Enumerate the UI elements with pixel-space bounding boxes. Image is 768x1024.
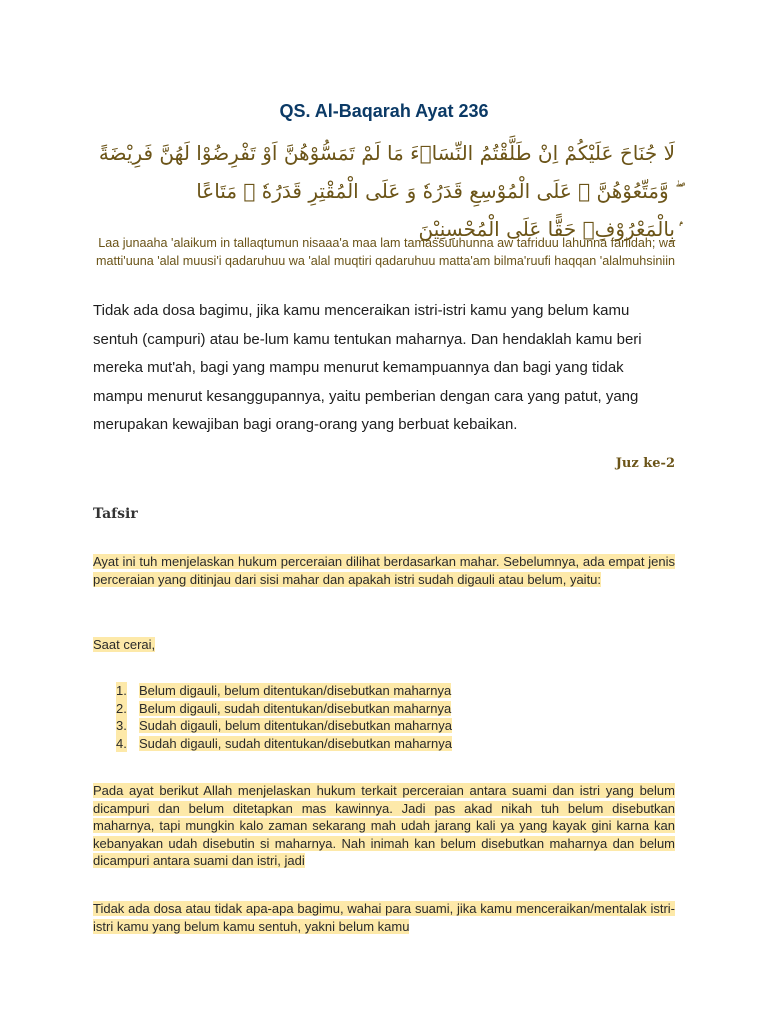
tafsir-explanation-text: Pada ayat berikut Allah menjelaskan hukum terkait perceraian antara suami dan istri yang belum dicampuri dan belum ditetapkan mas kawinnya. Jadi pas akad nikah tuh belum disebutkan maharnya, tapi mungkin kalo zaman sekarang mah udah jarang kali ya yang kayak gini karna kan kebanyakan udah disebutin si maharnya. Nah inimah kan belum disebutkan maharnya dan belum dicampuri antara suami dan istri, jadi [93, 783, 675, 869]
list-item-number: 2. [116, 700, 127, 716]
divorce-types-list [93, 682, 675, 752]
translation-text: Tidak ada dosa bagimu, jika kamu menceraikan istri-istri kamu yang belum kamu sentuh (campuri) atau be-lum kamu tentukan maharnya. Dan hendaklah kamu beri mereka mut'ah, bagi yang mampu menurut kemampuannya dan bagi yang tidak mampu menurut kesanggupannya, yaitu pemberian dengan cara yang patut, yang merupakan kewajiban bagi orang-orang yang berbuat kebaikan. [93, 302, 642, 433]
tafsir-heading: Tafsir [93, 506, 138, 522]
tafsir-lead-paragraph [93, 636, 675, 654]
tafsir-lead-text: Saat cerai, [93, 637, 156, 652]
tafsir-intro-paragraph [93, 553, 675, 588]
list-item-text: Sudah digauli, sudah ditentukan/disebutkan maharnya [139, 735, 452, 751]
tafsir-intro-text: Ayat ini tuh menjelaskan hukum perceraian dilihat berdasarkan mahar. Sebelumnya, ada empat jenis perceraian yang ditinjau dari sisi mahar dan apakah istri sudah digauli atau belum, yaitu: [93, 554, 675, 587]
list-item-number: 4. [116, 735, 127, 751]
list-item [93, 717, 675, 735]
tafsir-continuation-paragraph [93, 900, 675, 935]
transliteration: Laa junaaha 'alaikum in tallaqtumun nisaaa'a maa lam tamassuuhunna aw tafriduu lahunna fariidah; wa matti'uuna 'alal muusi'i qadaruhuu wa 'alal muqtiri qadaruhuu matta'am bilma'ruufi haqqan 'alalmuhsiniin [96, 236, 675, 268]
arabic-verse: لَا جُنَاحَ عَلَيْكُمْ اِنْ طَلَّقْتُمُ النِّسَاۤءَ مَا لَمْ تَمَسُّوْهُنَّ اَوْ تَفْرِضُوْا لَهُنَّ فَرِيْضَةً ۖ وَّمَتِّعُوْهُنَّ ۚ عَلَى الْمُوْسِعِ قَدَرُهٗ وَ عَلَى الْمُقْتِرِ قَدَرُهٗ ۚ مَتَاعًا ۢبِالْمَعْرُوْفِۚ حَقًّا عَلَى الْمُحْسِنِيْنَ [98, 141, 675, 241]
tafsir-continuation-text: Tidak ada dosa atau tidak apa-apa bagimu, wahai para suami, jika kamu menceraikan/mentalak istri-istri kamu yang belum kamu sentuh, yakni belum kamu [93, 901, 675, 934]
tafsir-explanation-paragraph [93, 782, 675, 870]
list-item-text: Belum digauli, sudah ditentukan/disebutkan maharnya [139, 700, 452, 716]
list-item [93, 735, 675, 753]
list-item-number: 1. [116, 683, 127, 698]
list-item [93, 700, 675, 718]
page-title: QS. Al-Baqarah Ayat 236 [279, 101, 489, 121]
list-item-text: Belum digauli, belum ditentukan/disebutkan maharnya [139, 683, 452, 698]
list-item [93, 682, 675, 700]
list-item-number: 3. [116, 718, 127, 734]
juz-label: Juz ke-2 [615, 456, 675, 471]
list-item-text: Sudah digauli, belum ditentukan/disebutkan maharnya [139, 718, 452, 734]
